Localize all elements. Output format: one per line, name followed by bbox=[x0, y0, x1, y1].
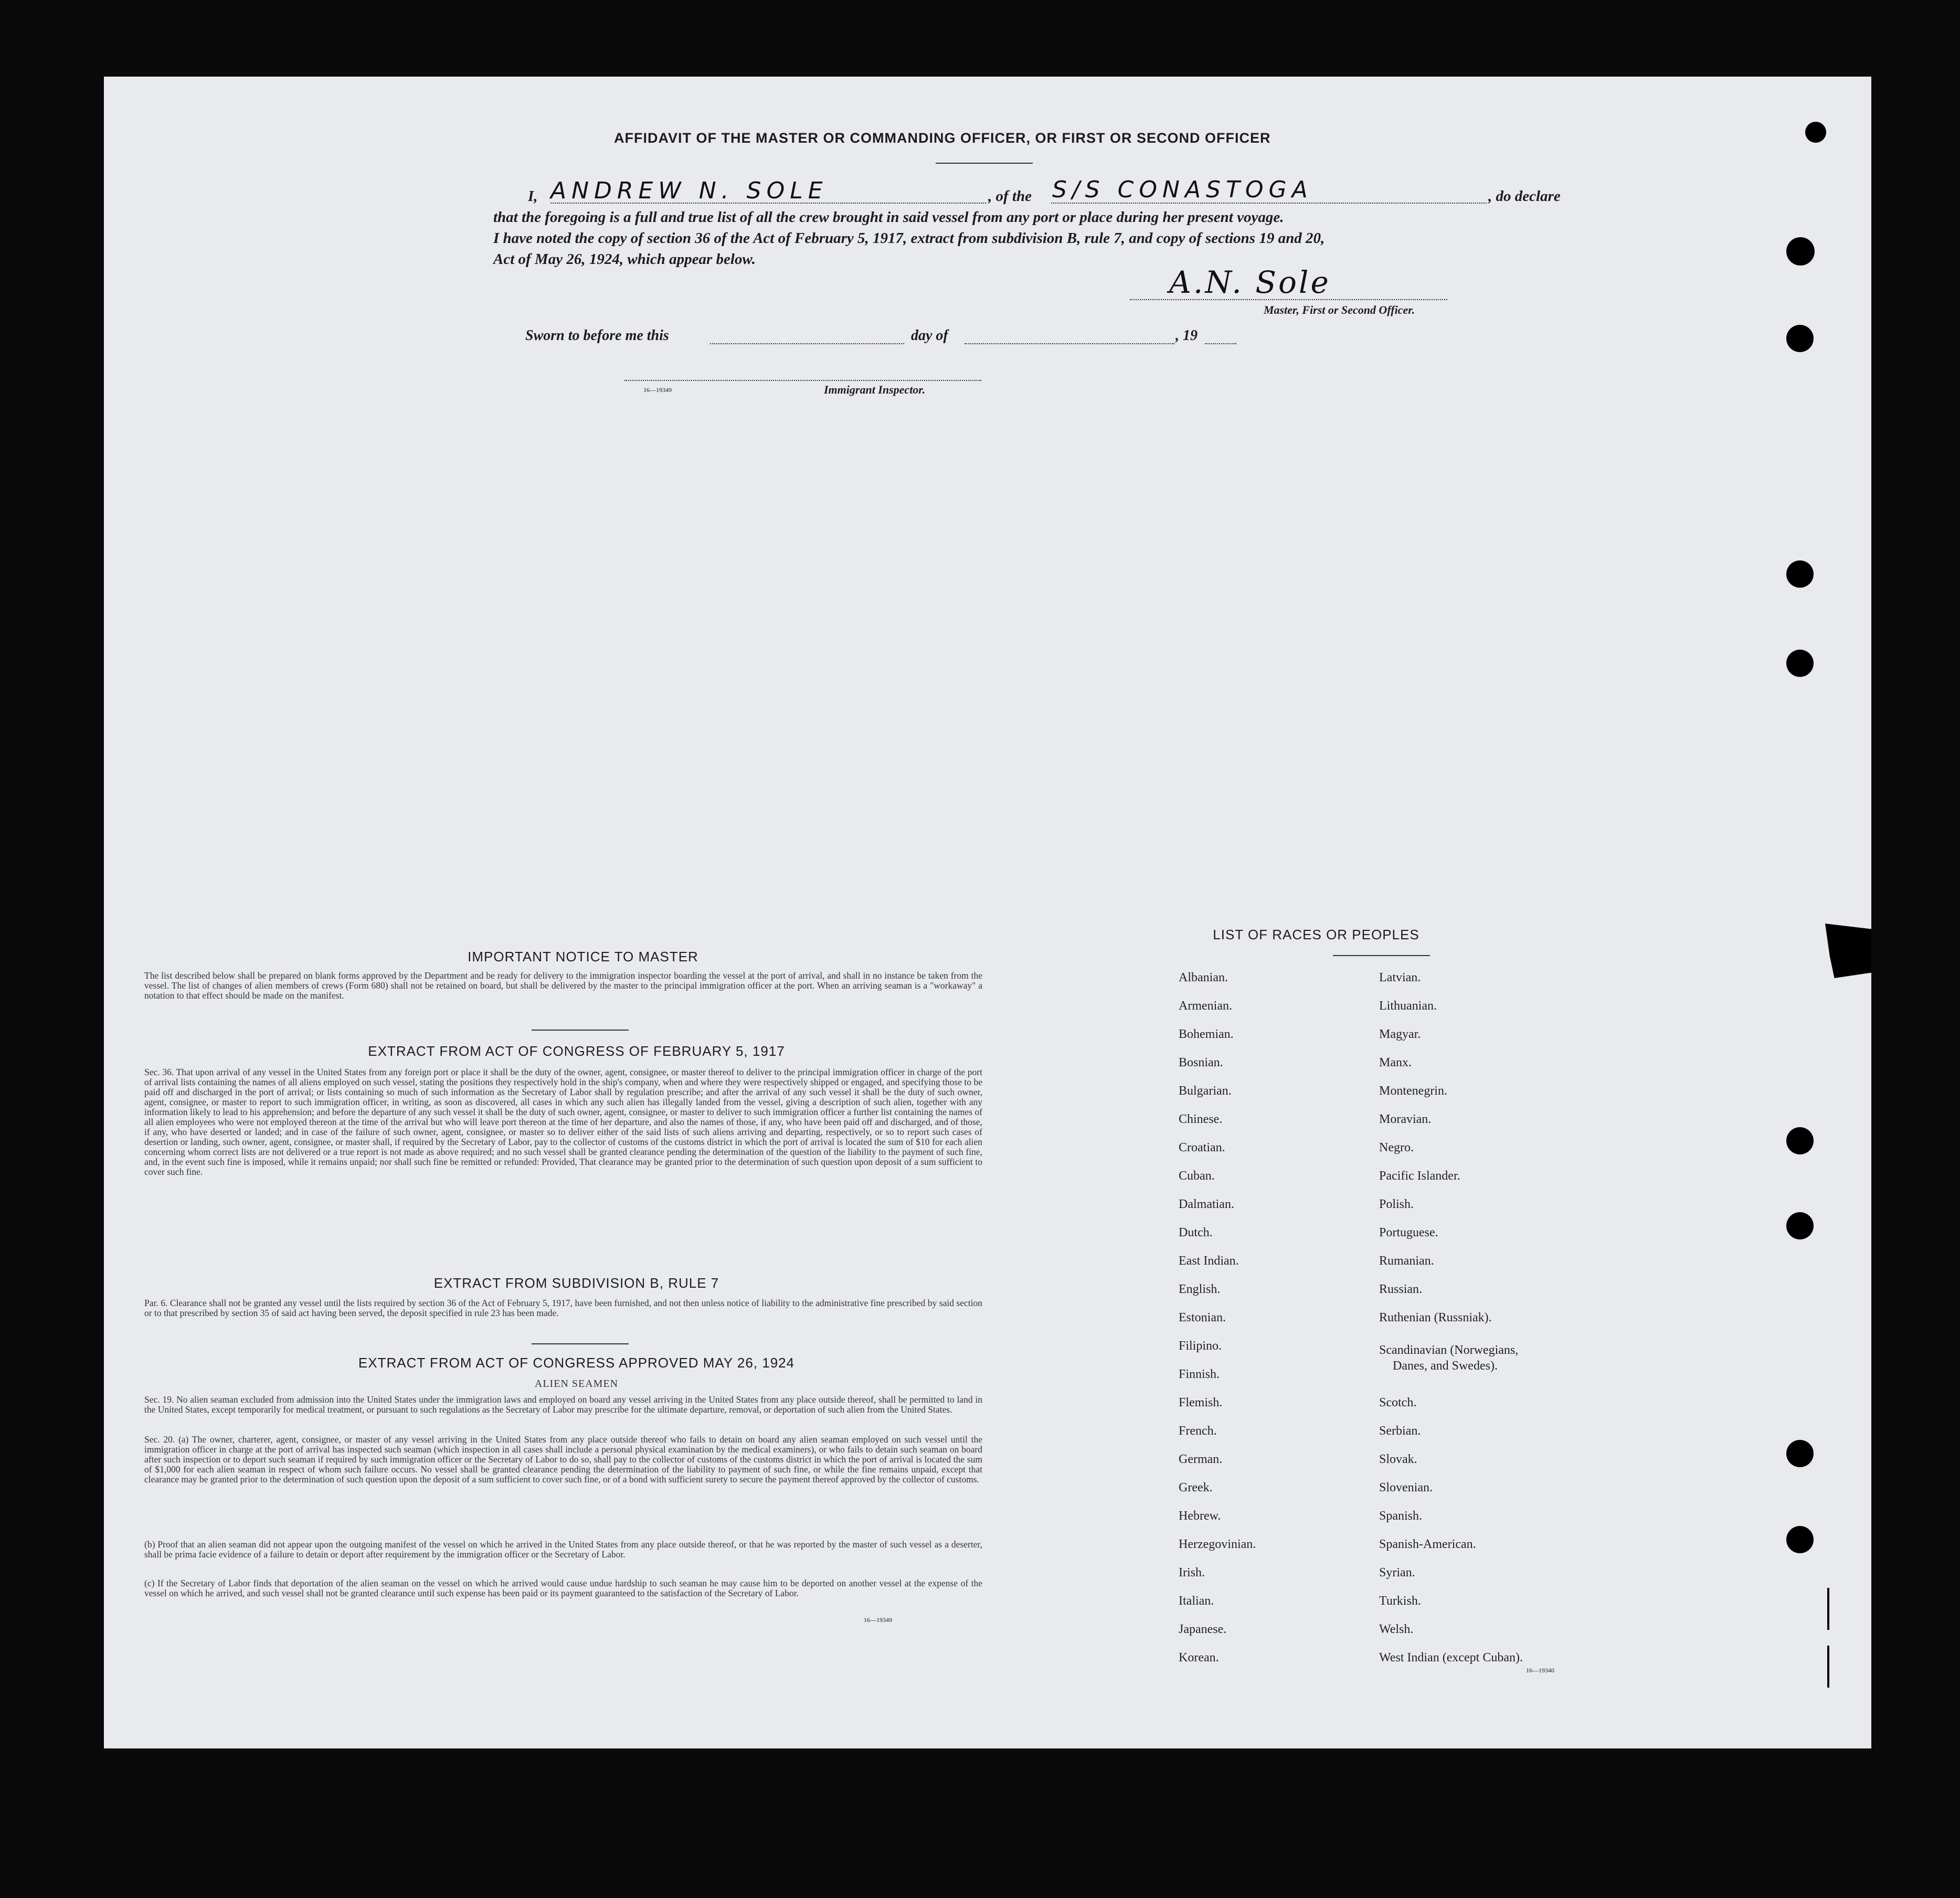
race-left-item: Herzegovinian. bbox=[1179, 1538, 1256, 1551]
race-right-item: Pacific Islander. bbox=[1379, 1169, 1460, 1183]
race-right-item: Rumanian. bbox=[1379, 1254, 1434, 1268]
signature-line bbox=[1130, 299, 1447, 300]
race-left-item: Filipino. bbox=[1179, 1339, 1222, 1353]
document-page bbox=[104, 77, 1871, 1748]
extract-1917-text: Sec. 36. That upon arrival of any vessel in the United States from any foreign port or place it shall be the duty of the owner, agent, consignee, or master thereof to deliver to the principal immigration officer in charge of the port of arrival lists containing the names of all aliens employed on such vessel, stating the positions they respectively hold in the ship's company, when and where they were respectively shipped or engaged, and specifying those to be paid off and discharged in the port of arrival; or lists containing so much of such information as the Secretary of Labor shall by regulation prescribe; and after the arrival of any such vessel it shall be the duty of such owner, agent, consignee, or master to report to such immigration officer, in writing, as soon as discovered, all cases in which any such alien has illegally landed from the vessel, giving a description of such alien, together with any information likely to lead to his apprehension; and before the departure of any such vessel it shall be the duty of such owner, agent, consignee, or master to deliver to such immigration officer a further list containing the names of all alien employees who were not employed thereon at the time of the arrival but who will leave port thereon at the time of her departure, and also the names of those, if any, who have been paid off and discharged, and of those, if any, who have deserted or landed; and in case of the failure of such owner, agent, consignee, or master so to deliver either of the said lists of such aliens arriving and departing, respectively, or so to report such cases of desertion or landing, such owner, agent, consignee, or master shall, if required by the Secretary of Labor, pay to the collector of customs of the customs district in which the port of arrival is located the sum of $10 for each alien concerning whom correct lists are not delivered or a true report is not made as above required; and no such vessel shall be granted clearance pending the determination of the question of the liability to the payment of such fine, and, in the event such fine is imposed, while it remains unpaid; nor shall such fine be remitted or refunded: Provided, That clearance may be granted prior to the determination of such question upon deposit of a sum sufficient to cover such fine. bbox=[144, 1067, 982, 1177]
race-left-item: Dalmatian. bbox=[1179, 1197, 1234, 1211]
inspector-signature-line bbox=[624, 380, 981, 381]
punch-hole bbox=[1786, 560, 1814, 588]
inspector-caption: Immigrant Inspector. bbox=[824, 383, 926, 396]
race-left-item: Bohemian. bbox=[1179, 1027, 1234, 1041]
race-right-item: Slovak. bbox=[1379, 1452, 1417, 1466]
race-right-item: West Indian (except Cuban). bbox=[1379, 1651, 1523, 1664]
race-right-item: Polish. bbox=[1379, 1197, 1414, 1211]
notice-text: The list described below shall be prepared on blank forms approved by the Department and be ready for delivery to the immigration inspector boarding the vessel at the port of arrival, and shall in no instance be taken from the vessel. The list of changes of alien members of crews (Form 680) shall not be retained on board, but shall be delivered by the master to the principal immigration officer at the port. When an arriving seaman is a "workaway" a notation to that effect should be made on the manifest. bbox=[144, 970, 982, 1001]
master-signature: A.N. Sole bbox=[1169, 264, 1331, 300]
race-left-item: East Indian. bbox=[1179, 1254, 1239, 1268]
race-left-item: English. bbox=[1179, 1282, 1221, 1296]
sworn-month-line bbox=[965, 343, 1174, 344]
race-right-item: Lithuanian. bbox=[1379, 999, 1437, 1013]
race-left-item: Korean. bbox=[1179, 1651, 1219, 1664]
punch-hole bbox=[1805, 122, 1826, 143]
signature-caption: Master, First or Second Officer. bbox=[1264, 303, 1415, 316]
punch-hole bbox=[1786, 650, 1814, 677]
extract-1924-sec20a: Sec. 20. (a) The owner, charterer, agent, consignee, or master of any vessel arriving in the United States from any place outside thereof who fails to detain on board any alien seaman employed on such vessel until the immigration officer in charge at the port of arrival has inspected such seaman (which inspection in all cases shall include a personal physical examination by the medical examiners), or who fails to detain such seaman on board after such inspection or to deport such seaman if required by such immigration officer or the Secretary of Labor to do so, shall pay to the collector of customs of the customs district in which the port of arrival is located the sum of $1,000 for each alien seaman in respect of whom such failure occurs. No vessel shall be granted clearance pending the determination of the liability to payment of such fine, or while the fine remains unpaid, except that clearance may be granted prior to the determination of such question upon the deposit of a sum sufficient to cover such fine, or of a bond with sufficient surety to secure the payment thereof approved by the collector of customs. bbox=[144, 1434, 982, 1485]
declaration-line-3: I have noted the copy of section 36 of the Act of February 5, 1917, extract from subdivision B, rule 7, and copy of sections 19 and 20, bbox=[493, 230, 1325, 247]
race-right-item: Turkish. bbox=[1379, 1594, 1421, 1608]
punch-hole bbox=[1786, 1212, 1814, 1239]
race-right-item: Danes, and Swedes). bbox=[1393, 1359, 1498, 1373]
notice-divider bbox=[532, 1030, 629, 1031]
day-of-label: day of bbox=[911, 327, 948, 344]
alien-seamen-subtitle: ALIEN SEAMEN bbox=[534, 1378, 619, 1390]
race-left-item: Japanese. bbox=[1179, 1623, 1227, 1636]
race-left-item: Croatian. bbox=[1179, 1141, 1225, 1154]
edge-mark bbox=[1827, 1646, 1829, 1688]
race-right-item: Ruthenian (Russniak). bbox=[1379, 1311, 1492, 1324]
races-form-number: 16—19340 bbox=[1526, 1667, 1554, 1674]
race-right-item: Portuguese. bbox=[1379, 1226, 1438, 1239]
race-right-item: Negro. bbox=[1379, 1141, 1414, 1154]
race-left-item: Armenian. bbox=[1179, 999, 1232, 1013]
affidavit-form-number: 16—19349 bbox=[643, 386, 672, 394]
race-right-item: Spanish-American. bbox=[1379, 1538, 1476, 1551]
sworn-year-line bbox=[1205, 343, 1236, 344]
race-right-item: Russian. bbox=[1379, 1282, 1423, 1296]
race-right-item: Manx. bbox=[1379, 1056, 1412, 1069]
punch-hole bbox=[1786, 1440, 1814, 1467]
declaration-prefix: I, bbox=[528, 188, 538, 205]
race-left-item: Albanian. bbox=[1179, 971, 1228, 984]
race-left-item: Cuban. bbox=[1179, 1169, 1215, 1183]
race-left-item: Estonian. bbox=[1179, 1311, 1226, 1324]
punch-hole bbox=[1786, 325, 1814, 352]
race-right-item: Magyar. bbox=[1379, 1027, 1421, 1041]
master-name-line bbox=[550, 203, 986, 204]
race-right-item: Moravian. bbox=[1379, 1112, 1432, 1126]
race-right-item: Scotch. bbox=[1379, 1396, 1417, 1409]
extract-rule7-text: Par. 6. Clearance shall not be granted any vessel until the lists required by section 36 of the Act of February 5, 1917, have been furnished, and not then unless notice of liability to the administrative fine prescribed by said section or to that prescribed by section 35 of said act having been served, the deposit specified in rule 23 has been made. bbox=[144, 1298, 982, 1318]
race-left-item: Bulgarian. bbox=[1179, 1084, 1232, 1098]
race-right-item: Latvian. bbox=[1379, 971, 1421, 984]
edge-mark bbox=[1827, 1588, 1829, 1630]
race-left-item: Italian. bbox=[1179, 1594, 1214, 1608]
torn-edge-mark bbox=[1825, 924, 1871, 978]
title-underline bbox=[936, 163, 1033, 164]
race-left-item: Irish. bbox=[1179, 1566, 1205, 1579]
punch-hole bbox=[1786, 1526, 1814, 1553]
race-left-item: Dutch. bbox=[1179, 1226, 1213, 1239]
race-left-item: Flemish. bbox=[1179, 1396, 1223, 1409]
vessel-name-line bbox=[1051, 203, 1487, 204]
extract-rule7-title: EXTRACT FROM SUBDIVISION B, RULE 7 bbox=[433, 1275, 719, 1291]
extract-1924-title: EXTRACT FROM ACT OF CONGRESS APPROVED MAY 26, 1924 bbox=[358, 1355, 795, 1371]
race-left-item: German. bbox=[1179, 1452, 1223, 1466]
races-divider bbox=[1333, 955, 1430, 956]
punch-hole bbox=[1786, 237, 1815, 266]
affidavit-title: AFFIDAVIT OF THE MASTER OR COMMANDING OFFICER, OR FIRST OR SECOND OFFICER bbox=[614, 130, 1271, 146]
race-right-item: Serbian. bbox=[1379, 1424, 1421, 1438]
declaration-line-2: that the foregoing is a full and true list of all the crew brought in said vessel from any port or place during her present voyage. bbox=[493, 209, 1284, 226]
race-left-item: Hebrew. bbox=[1179, 1509, 1221, 1523]
race-right-item: Syrian. bbox=[1379, 1566, 1415, 1579]
rule7-divider bbox=[532, 1343, 629, 1344]
race-left-item: Chinese. bbox=[1179, 1112, 1223, 1126]
race-left-item: French. bbox=[1179, 1424, 1217, 1438]
race-right-item: Welsh. bbox=[1379, 1623, 1414, 1636]
race-left-item: Greek. bbox=[1179, 1481, 1213, 1494]
punch-hole bbox=[1786, 1127, 1814, 1154]
vessel-name-handwritten: S/S CONASTOGA bbox=[1052, 176, 1313, 203]
extract-1924-sec19: Sec. 19. No alien seaman excluded from admission into the United States under the immigration laws and employed on board any vessel arriving in the United States from any place outside thereof, shall be permitted to land in the United States, except temporarily for medical treatment, or pursuant to such regulations as the Secretary of Labor may prescribe for the ultimate departure, removal, or deportation of such alien from the United States. bbox=[144, 1394, 982, 1415]
race-left-item: Bosnian. bbox=[1179, 1056, 1223, 1069]
master-name-handwritten: ANDREW N. SOLE bbox=[550, 177, 828, 204]
race-right-item: Scandinavian (Norwegians, bbox=[1379, 1343, 1519, 1357]
extract-form-number: 16—19349 bbox=[864, 1616, 892, 1624]
sworn-label: Sworn to before me this bbox=[525, 327, 669, 344]
do-declare-label: , do declare bbox=[1488, 188, 1561, 205]
of-the-label: , of the bbox=[988, 188, 1032, 205]
race-right-item: Montenegrin. bbox=[1379, 1084, 1447, 1098]
extract-1924-sec20c: (c) If the Secretary of Labor finds that deportation of the alien seaman on the vessel on which he arrived would cause undue hardship to such seaman he may cause him to be deported on another vessel at the expense of the vessel on which he arrived, and such vessel shall not be granted clearance until such expense has been paid or its payment guaranteed to the satisfaction of the Secretary of Labor. bbox=[144, 1578, 982, 1598]
race-left-item: Finnish. bbox=[1179, 1367, 1220, 1381]
race-right-item: Spanish. bbox=[1379, 1509, 1423, 1523]
sworn-day-line bbox=[710, 343, 904, 344]
race-right-item: Slovenian. bbox=[1379, 1481, 1433, 1494]
year-label: , 19 bbox=[1175, 327, 1198, 344]
extract-1917-title: EXTRACT FROM ACT OF CONGRESS OF FEBRUARY 5, 1917 bbox=[368, 1043, 785, 1059]
races-title: LIST OF RACES OR PEOPLES bbox=[1213, 927, 1419, 942]
extract-1924-sec20b: (b) Proof that an alien seaman did not appear upon the outgoing manifest of the vessel on which he arrived in the United States from any place outside thereof, or that he was reported by the master of such vessel as a deserter, shall be prima facie evidence of a failure to detain or deport after requirement by the immigration officer or the Secretary of Labor. bbox=[144, 1539, 982, 1560]
declaration-line-4: Act of May 26, 1924, which appear below. bbox=[493, 251, 756, 268]
notice-title: IMPORTANT NOTICE TO MASTER bbox=[468, 949, 698, 964]
